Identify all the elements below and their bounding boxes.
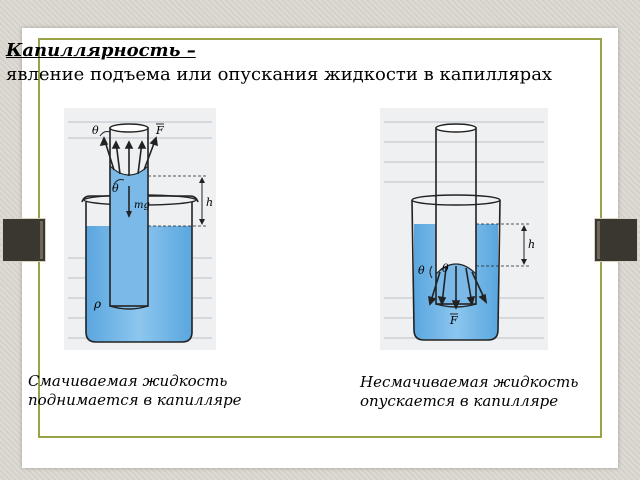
nonwetting-diagram [380,108,548,350]
definition-text: явление подъема или опускания жидкости в капиллярах [6,64,553,85]
caption-wetting [28,372,242,410]
label-weight: mg [134,200,150,211]
caption-wetting-line2: поднимается в капилляре [28,391,242,409]
caption-wetting-line1: Смачиваемая жидкость [28,372,228,390]
page-title: Капиллярность – [6,40,196,61]
label-theta-right-a: θ [418,264,425,277]
caption-nonwetting-line1: Несмачиваемая жидкость [360,373,579,391]
next-slide-tab[interactable] [594,218,638,262]
caption-nonwetting-line2: опускается в капилляре [360,392,559,410]
figure-wetting-liquid [64,108,216,350]
label-theta-right-b: θ [442,262,449,275]
label-theta-top: θ [92,124,99,137]
label-height-right: h [528,238,536,251]
label-force-left: F [156,124,164,137]
label-theta-mid: θ [112,182,119,195]
label-height-left: h [206,196,214,209]
figure-nonwetting-liquid [380,108,548,350]
label-force-right: F [450,314,458,327]
wetting-diagram [64,108,216,350]
prev-slide-tab[interactable] [2,218,46,262]
caption-nonwetting [360,373,578,411]
label-density: ρ [94,297,102,311]
